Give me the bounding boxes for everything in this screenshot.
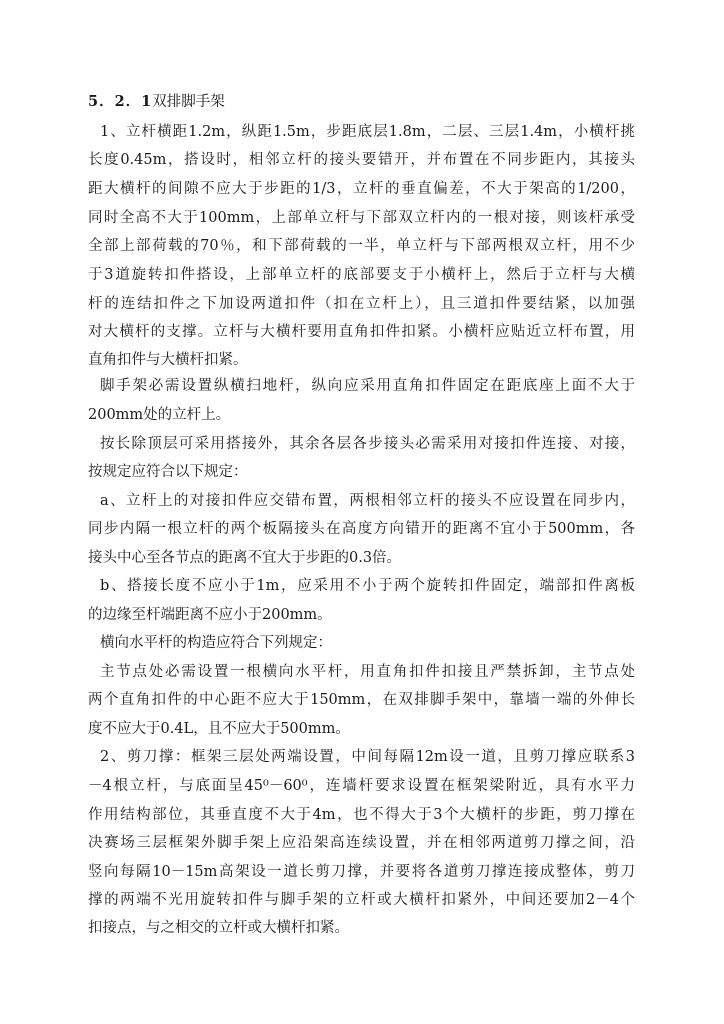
text-line: 直角扣件与大横杆扣紧。 bbox=[88, 352, 248, 368]
text-line: b、搭接长度不应小于1m，应采用不小于两个旋转扣件固定，端部扣件离板 bbox=[100, 578, 635, 594]
text-line: 全部上部荷载的70％，和下部荷载的一半，单立杆与下部两根双立杆，用不少 bbox=[88, 238, 635, 254]
text-line: 按规定应符合以下规定： bbox=[88, 464, 248, 480]
text-line: －4根立杆，与底面呈45⁰－60⁰，连墙杆要求设置在框架梁附近，具有水平力 bbox=[88, 778, 635, 794]
text-line: 杆的连结扣件之下加设两道扣件（扣在立杆上），且三道扣件要结紧，以加强 bbox=[88, 296, 635, 312]
section-title: 双排脚手架 bbox=[152, 94, 225, 110]
text-line: a、立杆上的对接扣件应交错布置，两根相邻立杆的接头不应设置在同步内， bbox=[100, 493, 635, 509]
text-line: 主节点处必需设置一根横向水平杆，用直角扣件扣接且严禁拆卸，主节点处 bbox=[100, 664, 635, 680]
text-line: 1、立杆横距1.2m，纵距1.5m，步距底层1.8m，二层、三层1.4m，小横杆挑 bbox=[100, 124, 635, 140]
text-line: 对大横杆的支撑。立杆与大横杆要用直角扣件扣紧。小横杆应贴近立杆布置，用 bbox=[88, 324, 635, 340]
text-line: 脚手架必需设置纵横扫地杆，纵向应采用直角扣件固定在距底座上面不大于 bbox=[100, 378, 635, 394]
text-line: 扣接点，与之相交的立杆或大横杆扣紧。 bbox=[88, 920, 349, 936]
text-line: 撑的两端不光用旋转扣件与脚手架的立杆或大横杆扣紧外，中间还要加2－4个 bbox=[88, 892, 635, 908]
section-heading bbox=[88, 92, 225, 112]
section-number: 5．2．1 bbox=[88, 93, 153, 110]
text-line: 200mm处的立杆上。 bbox=[88, 407, 231, 423]
text-line: 横向水平杆的构造应符合下列规定： bbox=[100, 635, 332, 651]
text-line: 竖向每隔10－15m高架设一道长剪刀撑，并要将各道剪刀撑连接成整体，剪刀 bbox=[88, 864, 635, 880]
text-line: 作用结构部位，其垂直度不大于4m，也不得大于3个大横杆的步距，剪刀撑在 bbox=[88, 807, 635, 823]
text-line: 于3道旋转扣件搭设，上部单立杆的底部要支于小横杆上，然后于立杆与大横 bbox=[88, 267, 635, 283]
text-line: 2、剪刀撑：框架三层处两端设置，中间每隔12m设一道，且剪刀撑应联系3 bbox=[100, 749, 635, 765]
text-line: 同步内隔一根立杆的两个板隔接头在高度方向错开的距离不宜小于500mm，各 bbox=[88, 521, 635, 537]
text-line: 长度0.45m，搭设时，相邻立杆的接头要错开，并布置在不同步距内，其接头 bbox=[88, 152, 635, 168]
text-line: 同时全高不大于100mm，上部单立杆与下部双立杆内的一根对接，则该杆承受 bbox=[88, 210, 635, 226]
text-line: 决赛场三层框架外脚手架上应沿架高连续设置，并在相邻两道剪刀撑之间，沿 bbox=[88, 835, 635, 851]
text-line: 距大横杆的间隙不应大于步距的1/3，立杆的垂直偏差，不大于架高的1/200， bbox=[88, 181, 635, 197]
text-line: 度不应大于0.4L，且不应大于500mm。 bbox=[88, 721, 350, 737]
text-line: 按长除顶层可采用搭接外，其余各层各步接头必需采用对接扣件连接、对接， bbox=[100, 436, 635, 452]
text-line: 接头中心至各节点的距离不宜大于步距的0.3倍。 bbox=[88, 550, 402, 566]
text-line: 两个直角扣件的中心距不应大于150mm，在双排脚手架中，靠墙一端的外伸长 bbox=[88, 692, 635, 708]
text-line: 的边缘至杆端距离不应小于200mm。 bbox=[88, 607, 332, 623]
